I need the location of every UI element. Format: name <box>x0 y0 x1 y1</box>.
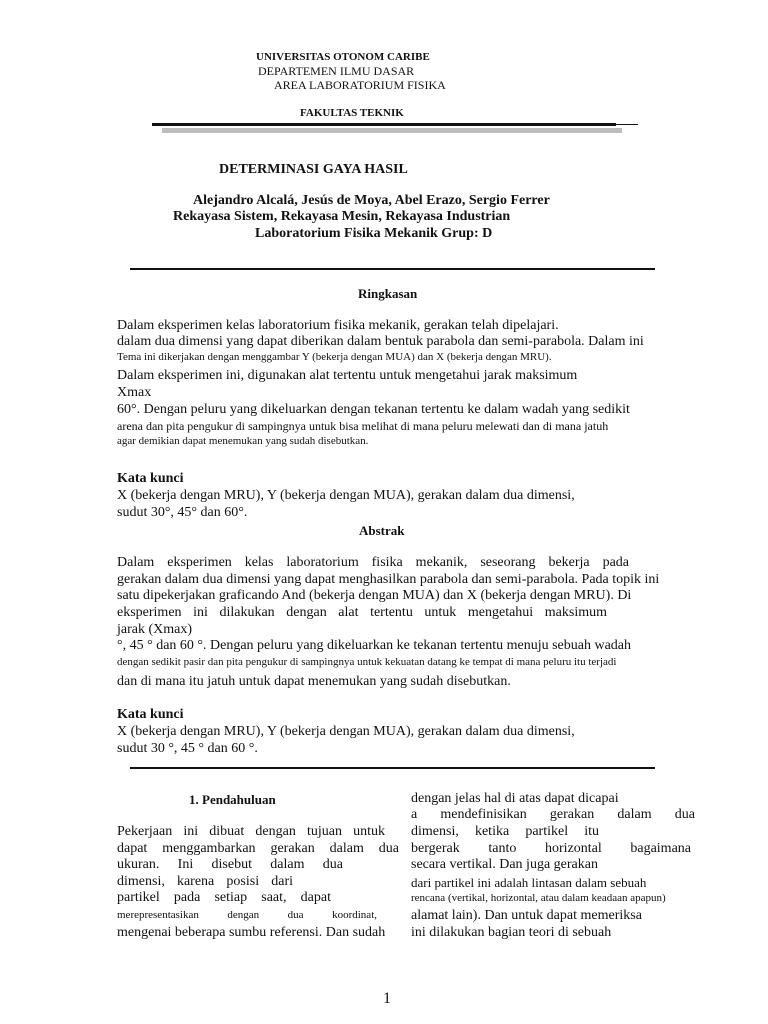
intro-left-line: Pekerjaan ini dibuat dengan tujuan untuk <box>117 824 385 839</box>
intro-right-line: bergerak tanto horizontal bagaimana <box>411 841 691 856</box>
intro-heading: 1. Pendahuluan <box>189 792 276 807</box>
summary-line: Xmax <box>117 385 152 400</box>
section-divider-1 <box>130 268 655 270</box>
abstract-line: eksperimen ini dilakukan dengan alat tertentu untuk mengetahui maksimum <box>117 605 607 620</box>
intro-right-line: rencana (vertikal, horizontal, atau dalam keadaan apapun) <box>411 892 666 904</box>
intro-right-line: alamat lain). Dan untuk dapat memeriksa <box>411 908 642 923</box>
intro-left-line: merepresentasikan dengan dua koordinat, <box>117 909 377 921</box>
summary-line: 60°. Dengan peluru yang dikeluarkan dengan tekanan tertentu ke dalam wadah yang sedikit <box>117 402 630 417</box>
header-rule-top <box>152 123 616 126</box>
intro-right-line: ini dilakukan bagian teori di sebuah <box>411 925 612 940</box>
abstract-line: gerakan dalam dua dimensi yang dapat menghasilkan parabola dan semi-parabola. Pada topik ini <box>117 572 660 587</box>
summary-line: Tema ini dikerjakan dengan menggambar Y (bekerja dengan MUA) dan X (bekerja dengan MRU). <box>117 351 552 363</box>
university-name: UNIVERSITAS OTONOM CARIBE <box>256 51 430 63</box>
intro-right-line: dengan jelas hal di atas dapat dicapai <box>411 791 619 806</box>
abstract-line: jarak (Xmax) <box>117 622 193 637</box>
abstract-line: dan di mana itu jatuh untuk dapat menemukan yang sudah disebutkan. <box>117 674 511 689</box>
summary-line: Dalam eksperimen kelas laboratorium fisika mekanik, gerakan telah dipelajari. <box>117 318 559 333</box>
lab-group: Laboratorium Fisika Mekanik Grup: D <box>255 226 493 241</box>
header-rule-shadow <box>162 128 622 133</box>
area-name: AREA LABORATORIUM FISIKA <box>274 78 446 92</box>
intro-left-line: partikel pada setiap saat, dapat <box>117 890 331 905</box>
department-name: DEPARTEMEN ILMU DASAR <box>258 64 415 78</box>
section-divider-2 <box>130 767 655 769</box>
summary-keywords-line: X (bekerja dengan MRU), Y (bekerja dengan MUA), gerakan dalam dua dimensi, <box>117 488 575 503</box>
page-number: 1 <box>383 990 391 1007</box>
abstract-line: satu dipekerjakan graficando And (bekerja dengan MUA) dan X (bekerja dengan MRU). Di <box>117 588 632 603</box>
intro-right-line: a mendefinisikan gerakan dalam dua <box>411 807 695 822</box>
summary-line: agar demikian dapat menemukan yang sudah disebutkan. <box>117 435 369 447</box>
summary-keywords-line: sudut 30°, 45° dan 60°. <box>117 505 248 520</box>
abstract-keywords-heading: Kata kunci <box>117 707 184 722</box>
summary-heading: Ringkasan <box>358 286 418 301</box>
summary-line: arena dan pita pengukur di sampingnya untuk bisa melihat di mana peluru melewati dan di mana jatuh <box>117 419 609 433</box>
intro-right-line: dimensi, ketika partikel itu <box>411 824 599 839</box>
program-list: Rekayasa Sistem, Rekayasa Mesin, Rekayasa Industrian <box>173 209 511 224</box>
paper-title: DETERMINASI GAYA HASIL <box>219 162 408 177</box>
header-rule-tail <box>616 124 638 125</box>
abstract-line: dengan sedikit pasir dan pita pengukur di sampingnya untuk kekuatan datang ke tempat di mana peluru itu terjadi <box>117 656 617 668</box>
summary-keywords-heading: Kata kunci <box>117 471 184 486</box>
intro-left-line: ukuran. Ini disebut dalam dua <box>117 857 343 872</box>
abstract-line: °, 45 ° dan 60 °. Dengan peluru yang dikeluarkan ke tekanan tertentu menuju sebuah wadah <box>117 638 632 653</box>
abstract-line: Dalam eksperimen kelas laboratorium fisika mekanik, seseorang bekerja pada <box>117 555 629 570</box>
summary-line: dalam dua dimensi yang dapat diberikan dalam bentuk parabola dan semi-parabola. Dalam ini <box>117 334 644 349</box>
faculty-name: FAKULTAS TEKNIK <box>300 107 404 119</box>
intro-left-line: mengenai beberapa sumbu referensi. Dan sudah <box>117 925 386 940</box>
author-list: Alejandro Alcalá, Jesús de Moya, Abel Erazo, Sergio Ferrer <box>193 193 550 208</box>
abstract-keywords-line: sudut 30 °, 45 ° dan 60 °. <box>117 741 258 756</box>
abstract-keywords-line: X (bekerja dengan MRU), Y (bekerja dengan MUA), gerakan dalam dua dimensi, <box>117 724 575 739</box>
abstract-heading: Abstrak <box>359 523 405 538</box>
intro-right-line: dari partikel ini adalah lintasan dalam sebuah <box>411 875 647 890</box>
intro-right-line: secara vertikal. Dan juga gerakan <box>411 857 598 872</box>
intro-left-line: dapat menggambarkan gerakan dalam dua <box>117 841 399 856</box>
summary-line: Dalam eksperimen ini, digunakan alat tertentu untuk mengetahui jarak maksimum <box>117 368 578 383</box>
intro-left-line: dimensi, karena posisi dari <box>117 874 293 889</box>
